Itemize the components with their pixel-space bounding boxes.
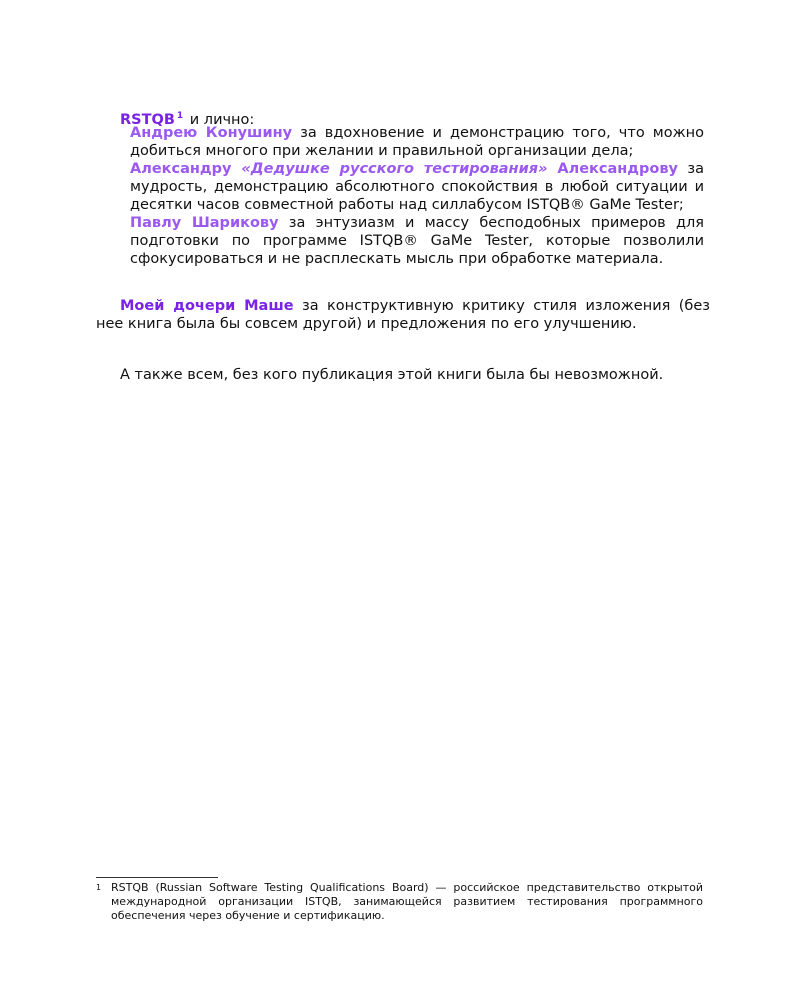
thanks-text: за энтузиазм и массу бесподобных примеров для подготовки по программе ISTQB® GaMe Tester, которые позволили сфокусироваться и не расплескать мысль при обработке материала. bbox=[130, 215, 704, 267]
footnote-ref[interactable]: 1 bbox=[176, 111, 184, 121]
thanks-text: за вдохновение и демонстрацию того, что можно добиться многого при желании и правильной организации дела; bbox=[130, 125, 704, 159]
thanks-item-aleksandrov bbox=[130, 160, 704, 214]
rstqb-label: RSTQB bbox=[120, 112, 175, 128]
rstqb-suffix: и лично: bbox=[185, 112, 255, 128]
person-name: Павлу Шарикову bbox=[130, 215, 279, 231]
person-name-post: Александрову bbox=[547, 161, 678, 177]
daughter-text: за конструктивную критику стиля изложения (без нее книга была бы совсем другой) и предложения по его улучшению. bbox=[96, 298, 710, 332]
person-name: Андрею Конушину bbox=[130, 125, 293, 141]
daughter-name: Моей дочери Маше bbox=[120, 298, 294, 314]
person-name-pre: Александру bbox=[130, 161, 242, 177]
thanks-item-konushin bbox=[130, 124, 704, 160]
thanks-text: за мудрость, демонстрацию абсолютного спокойствия в любой ситуации и десятки часов совместной работы над силлабусом ISTQB® GaMe Tester; bbox=[130, 161, 704, 213]
footnote bbox=[96, 881, 703, 923]
thanks-item-sharikov bbox=[130, 214, 704, 268]
footnote-divider bbox=[96, 877, 218, 878]
daughter-thanks-paragraph bbox=[96, 297, 710, 333]
thanks-list bbox=[130, 124, 704, 268]
footnote-text: RSTQB (Russian Software Testing Qualifications Board) — российское представительство открытой международной организации ISTQB, занимающейся развитием тестирования программного обеспечения через обучение и сертификацию. bbox=[111, 881, 703, 922]
footnote-marker: 1 bbox=[96, 883, 102, 892]
person-nickname: «Дедушке русского тестирования» bbox=[241, 161, 548, 177]
closing-thanks: А также всем, без кого публикация этой книги была бы невозможной. bbox=[120, 367, 664, 383]
